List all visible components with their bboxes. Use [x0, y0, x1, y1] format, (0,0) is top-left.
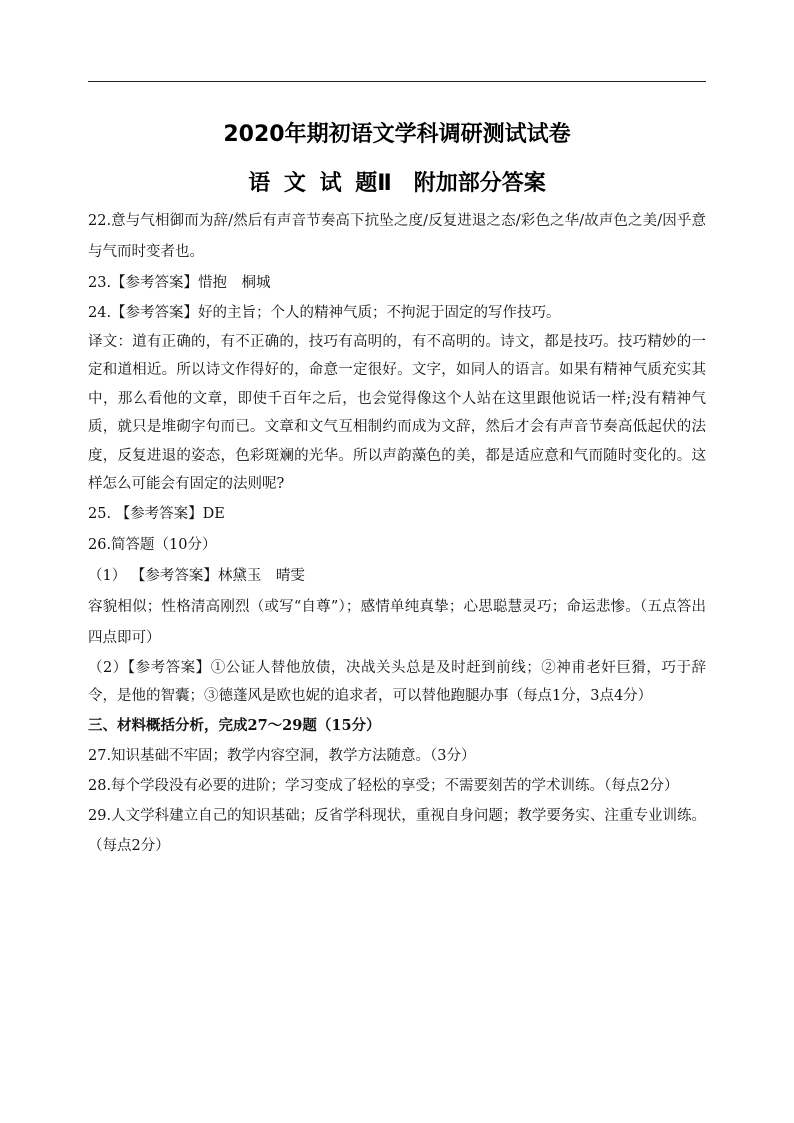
page-title: 2020年期初语文学科调研测试试卷 [223, 122, 571, 147]
answer-26-1: （1） 【参考答案】林黛玉 晴雯 [88, 567, 305, 584]
answer-22: 22.意与气相御而为辞/然后有声音节奏高下抗坠之度/反复进退之态/彩色之华/故声色之美/因乎意与气而时变者也。 [88, 213, 706, 260]
answer-28: 28.每个学段没有必要的进阶；学习变成了轻松的享受；不需要刻苦的学术训练。（每点2分） [88, 777, 679, 794]
page-subtitle: 语 文 试 题Ⅱ 附加部分答案 [248, 171, 546, 196]
answer-25: 25. 【参考答案】DE [88, 505, 225, 522]
answer-24-translation: 译文：道有正确的，有不正确的，技巧有高明的，有不高明的。诗文，都是技巧。技巧精妙的一定和道相近。所以诗文作得好的，命意一定很好。文字，如同人的语言。如果有精神气质充实其中，那么看他的文章，即使千百年之后，也会觉得像这个人站在这里跟他说话一样;没有精神气质，就只是堆砌字句而已。文章和文气互相制约而成为文辞，然后才会有声音节奏高低起伏的法度，反复进退的姿态，色彩斑斓的光华。所以声韵藻色的美，都是适应意和气而随时变化的。这样怎么可能会有固定的法则呢? [88, 333, 706, 492]
answer-24: 24.【参考答案】好的主旨；个人的精神气质；不拘泥于固定的写作技巧。 [88, 305, 561, 321]
answer-26-2: （2）【参考答案】①公证人替他放债，决战关头总是及时赶到前线；②神甫老奸巨猾，巧于辞令，是他的智囊；③德蓬风是欧也妮的追求者，可以替他跑腿办事（每点1分，3点4分） [88, 659, 706, 704]
answer-body [88, 206, 706, 861]
answer-26-1-detail: 容貌相似；性格清高刚烈（或写“自尊”）；感情单纯真挚；心思聪慧灵巧；命运悲惨。（五点答出四点即可） [88, 598, 706, 646]
header-rule [88, 81, 706, 82]
answer-29: 29.人文学科建立自己的知识基础；反省学科现状，重视自身问题；教学要务实、注重专业训练。（每点2分） [88, 807, 706, 854]
answer-27: 27.知识基础不牢固；教学内容空洞，教学方法随意。（3分） [88, 747, 476, 764]
section-3-heading: 三、材料概括分析，完成27～29题（15分） [88, 716, 381, 734]
answer-23: 23.【参考答案】惜抱 桐城 [88, 275, 271, 291]
answer-26-heading: 26.简答题（10分） [88, 536, 217, 553]
